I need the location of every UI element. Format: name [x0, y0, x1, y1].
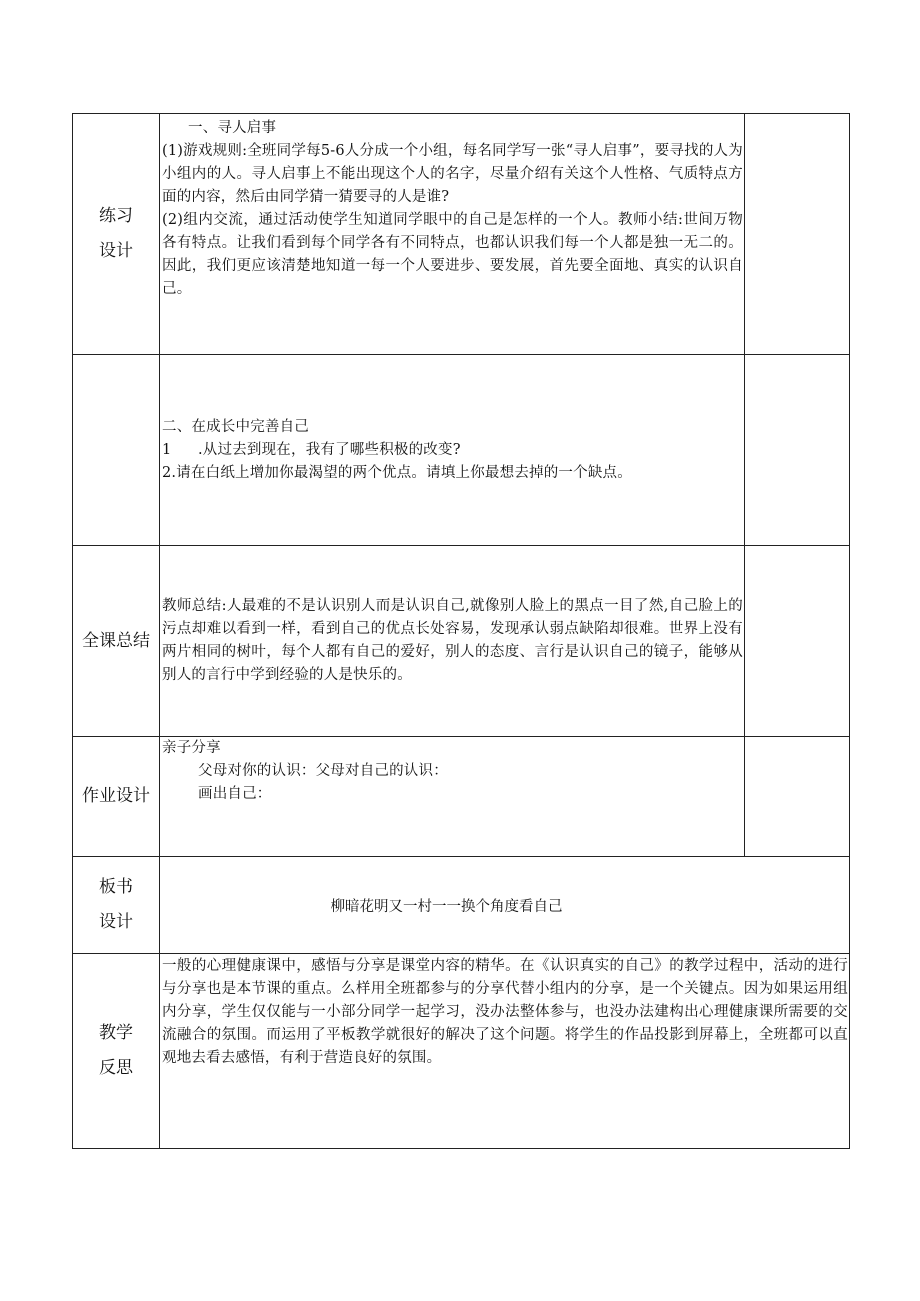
summary-text: 教师总结:人最难的不是认识别人而是认识自己,就像别人脸上的黑点一目了然,自己脸上的污点却难以看到一样，看到自己的优点长处容易，发现承认弱点缺陷却很难。世界上没有两片相同的树叶，每个人都有自己的爱好，别人的态度、言行是认识自己的镜子，能够从别人的言行中学到经验的人是快乐的。 [162, 598, 743, 683]
board-design-content [160, 857, 850, 954]
row-practice-design [73, 114, 850, 355]
homework-label: 作业设计 [73, 737, 160, 857]
reflection-label [73, 954, 160, 1149]
row-improve-self [73, 355, 850, 546]
board-label-line2: 设计 [99, 912, 133, 932]
board-label-line1: 板书 [99, 877, 133, 897]
homework-line-2: 父母对你的认识：父母对自己的认识： [198, 763, 448, 779]
reflection-label-line1: 教学 [99, 1023, 133, 1043]
practice-label-line2: 设计 [99, 241, 133, 261]
row-teaching-reflection [73, 954, 850, 1149]
board-design-label [73, 857, 160, 954]
row-lesson-summary [73, 546, 850, 737]
row-board-design [73, 857, 850, 954]
homework-content [160, 737, 745, 857]
practice-label-line1: 练习 [99, 206, 133, 226]
improve-label-cell [73, 355, 160, 546]
reflection-label-line2: 反思 [99, 1058, 133, 1078]
homework-line-1: 亲子分享 [162, 740, 221, 756]
board-design-text: 柳暗花明又一村一一换个角度看自己 [330, 898, 563, 915]
reflection-content [160, 954, 850, 1149]
summary-note-cell [745, 546, 850, 737]
summary-label: 全课总结 [73, 546, 160, 737]
practice-heading: 一、寻人启事 [188, 120, 277, 136]
practice-note-cell [745, 114, 850, 355]
lesson-plan-table [72, 113, 850, 1149]
practice-rule-paragraph: (1)游戏规则:全班同学每5-6人分成一个小组，每名同学写一张“寻人启事”，要寻找的人为小组内的人。寻人启事上不能出现这个人的名字，尽量介绍有关这个人性格、气质特点方面的内容，然后由同学猜一猜要寻的人是谁? [162, 143, 743, 205]
homework-note-cell [745, 737, 850, 857]
row-homework-design [73, 737, 850, 857]
improve-item-2: 2.请在白纸上增加你最渴望的两个优点。请填上你最想去掉的一个缺点。 [162, 464, 632, 481]
improve-note-cell [745, 355, 850, 546]
improve-item-1 [162, 439, 743, 462]
practice-exchange-paragraph: (2)组内交流，通过活动使学生知道同学眼中的自己是怎样的一个人。教师小结:世间万物各有特点。让我们看到每个同学各有不同特点，也都认识我们每一个人都是独一无二的。因此，我们更应该清楚地知道一每一个人要进步、要发展，首先要全面地、真实的认识自己。 [162, 212, 743, 297]
improve-item-1-number: 1 [162, 441, 172, 458]
summary-content [160, 546, 745, 737]
practice-design-label [73, 114, 160, 355]
improve-content [160, 355, 745, 546]
improve-item-1-text: .从过去到现在，我有了哪些积极的改变? [198, 441, 461, 458]
homework-line-3: 画出自己： [198, 786, 272, 802]
reflection-text: 一般的心理健康课中，感悟与分享是课堂内容的精华。在《认识真实的自己》的教学过程中，活动的进行与分享也是本节课的重点。么样用全班都参与的分享代替小组内的分享，是一个关键点。因为如果运用组内分享，学生仅仅能与一小部分同学一起学习，没办法整体参与，也没办法建构出心理健康课所需要的交流融合的氛围。而运用了平板教学就很好的解决了这个问题。将学生的作品投影到屏幕上，全班都可以直观地去看去感悟，有利于营造良好的氛围。 [162, 958, 848, 1066]
practice-design-content [160, 114, 745, 355]
improve-heading: 二、在成长中完善自己 [162, 418, 309, 435]
